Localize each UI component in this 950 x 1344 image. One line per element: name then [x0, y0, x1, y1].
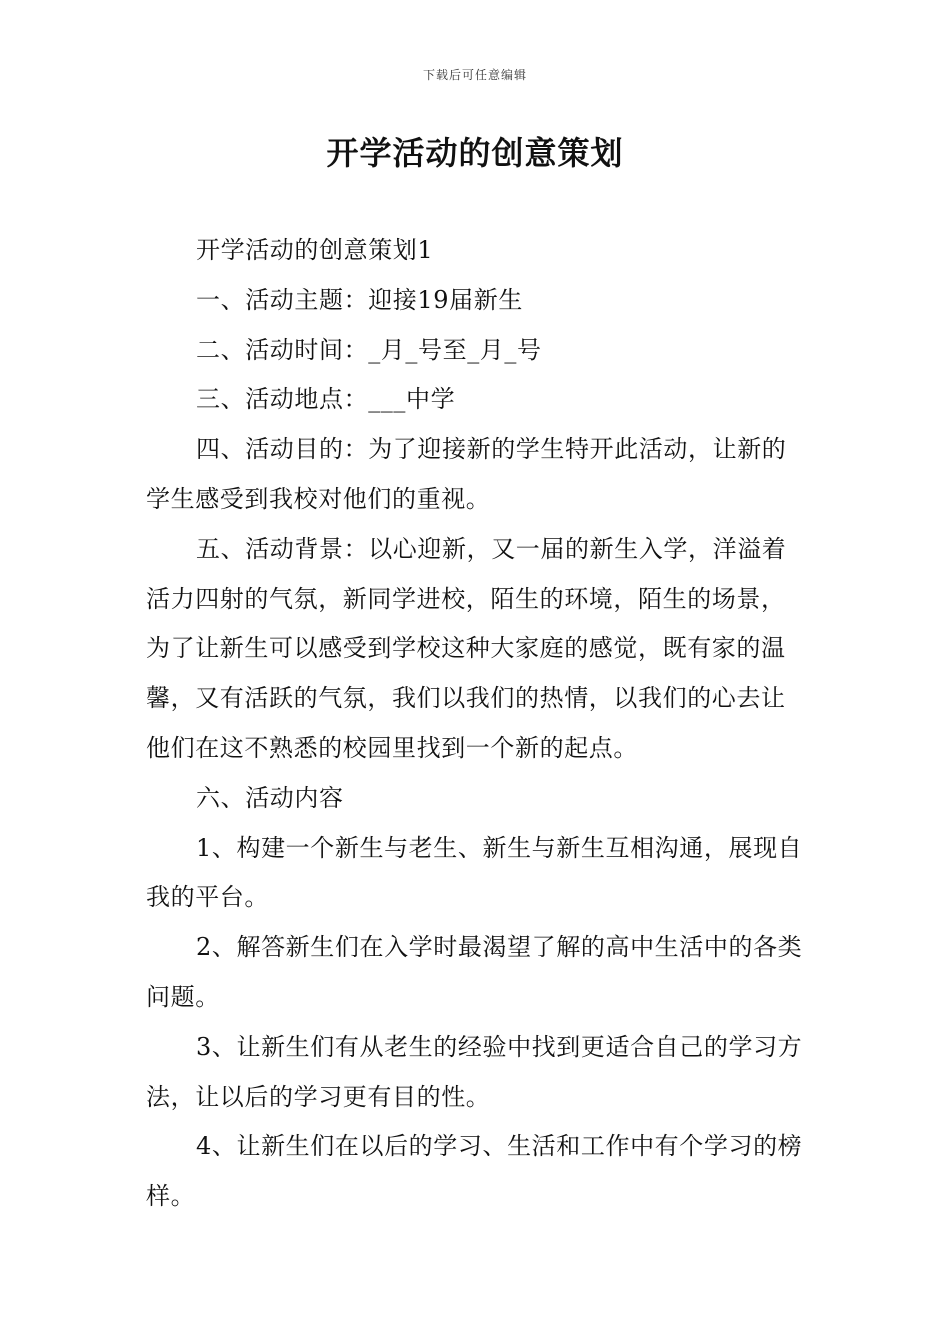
paragraph-subtitle: 开学活动的创意策划1 [196, 236, 434, 264]
document-title: 开学活动的创意策划 [326, 134, 624, 172]
paragraph-content-item-1: 1、构建一个新生与老生、新生与新生互相沟通，展现自我的平台。 [146, 833, 803, 912]
paragraph-time: 二、活动时间：_月_号至_月_号 [196, 335, 542, 364]
paragraph-theme: 一、活动主题：迎接19届新生 [196, 285, 523, 314]
paragraph-content-item-2: 2、解答新生们在入学时最渴望了解的高中生活中的各类问题。 [146, 933, 803, 1011]
paragraph-location: 三、活动地点：___中学 [196, 385, 456, 414]
paragraph-background: 五、活动背景：以心迎新，又一届的新生入学，洋溢着活力四射的气氛，新同学进校，陌生的环境，陌生的场景，为了让新生可以感受到学校这种大家庭的感觉，既有家的温馨，又有活跃的气氛，我们以我们的热情，以我们的心去让他们在这不熟悉的校园里找到一个新的起点。 [146, 534, 787, 762]
paragraph-content-item-4: 4、让新生们在以后的学习、生活和工作中有个学习的榜样。 [146, 1132, 803, 1211]
paragraph-content-item-3: 3、让新生们有从老生的经验中找到更适合自己的学习方法，让以后的学习更有目的性。 [146, 1032, 803, 1111]
paragraph-purpose: 四、活动目的：为了迎接新的学生特开此活动，让新的学生感受到我校对他们的重视。 [146, 435, 787, 513]
page-header-note: 下载后可任意编辑 [422, 68, 527, 82]
document-body [146, 226, 806, 1222]
paragraph-content-heading: 六、活动内容 [196, 783, 344, 812]
